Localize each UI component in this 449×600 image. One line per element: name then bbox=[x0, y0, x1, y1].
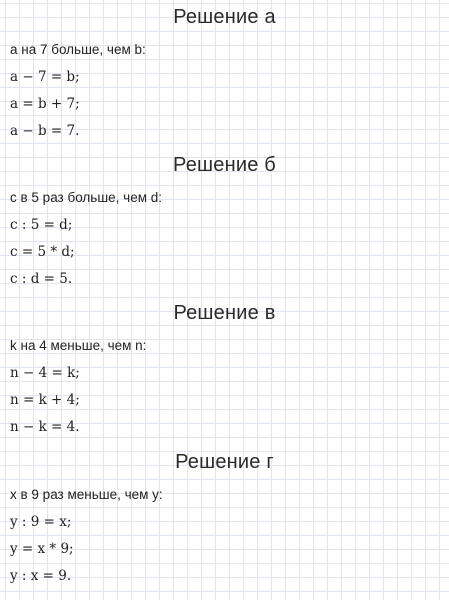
equation-line: c : 5 = d; bbox=[10, 217, 73, 233]
section-a bbox=[0, 4, 449, 139]
equation-line: a = b + 7; bbox=[10, 96, 80, 112]
equation-line: n = k + 4; bbox=[10, 392, 80, 408]
equation-line: n − k = 4. bbox=[10, 419, 80, 435]
equation-line: c = 5 * d; bbox=[10, 244, 75, 260]
equation-line: a − b = 7. bbox=[10, 123, 80, 139]
section-b bbox=[0, 152, 449, 287]
section-d bbox=[0, 449, 449, 584]
equation-line: y : x = 9. bbox=[10, 568, 72, 584]
section-heading: Решение в bbox=[173, 302, 276, 324]
section-c bbox=[0, 300, 449, 435]
section-heading: Решение б bbox=[173, 154, 276, 176]
equation-line: c : d = 5. bbox=[10, 271, 73, 287]
equation-line: n − 4 = k; bbox=[10, 365, 80, 381]
equation-line: y : 9 = x; bbox=[10, 514, 72, 530]
equation-line: y = x * 9; bbox=[10, 541, 74, 557]
section-heading: Решение а bbox=[173, 6, 276, 28]
equation-line: a − 7 = b; bbox=[10, 69, 80, 85]
statement-line: a на 7 больше, чем b: bbox=[10, 42, 146, 57]
statement-line: c в 5 раз больше, чем d: bbox=[10, 190, 163, 205]
statement-line: k на 4 меньше, чем n: bbox=[10, 338, 147, 353]
section-heading: Решение г bbox=[175, 451, 274, 473]
statement-line: x в 9 раз меньше, чем y: bbox=[10, 487, 163, 502]
